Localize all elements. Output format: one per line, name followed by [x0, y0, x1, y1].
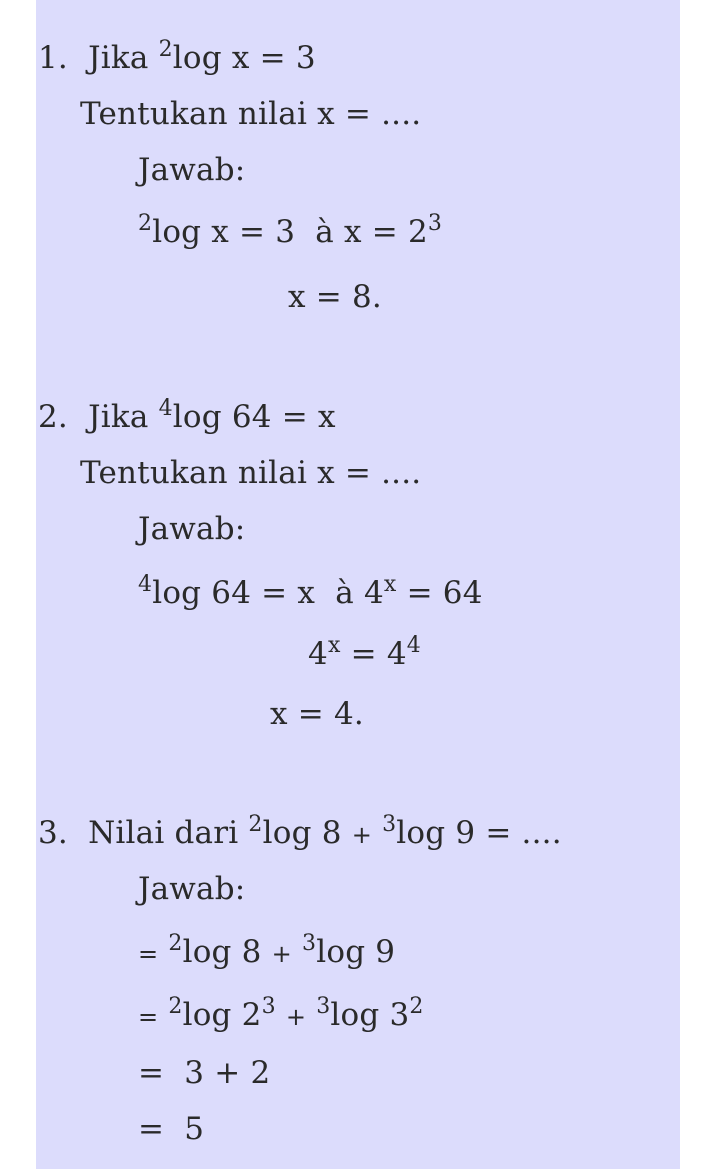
problem-2-answer-label: Jawab: [138, 511, 246, 547]
problem-3-line-2-exp-1: 3 [261, 994, 276, 1019]
problem-1-step-1-left: log x = 3 [152, 214, 296, 250]
problem-3-line-2-eq: = [138, 1003, 159, 1031]
problem-2-step-1-base: 4 [138, 572, 153, 597]
problem-2-step-1-left: log 64 = x [152, 575, 316, 611]
problem-3-number: 3. [38, 815, 68, 851]
problem-1-log-base: 2 [158, 37, 173, 62]
problem-1-step-1-right: x = 2 [344, 214, 428, 250]
problem-1-question [38, 38, 316, 78]
problem-2-step-2 [308, 634, 421, 674]
problem-1-step-1 [138, 212, 442, 252]
problem-3-base-2: 3 [382, 812, 397, 837]
problem-3-line-2-exp-2: 2 [409, 994, 424, 1019]
problem-2-step-1-right-rest: = 64 [406, 575, 483, 611]
problem-3-line-2 [138, 995, 424, 1037]
problem-2-number: 2. [38, 399, 68, 435]
problem-3-line-2-plus: + [285, 1003, 307, 1031]
problem-3-line-2-base-2: 3 [316, 994, 331, 1019]
problem-2-log-base: 4 [158, 396, 173, 421]
problem-2-step-1-right-base: 4 [363, 575, 384, 611]
problem-3-answer-label: Jawab: [138, 871, 246, 907]
problem-1-result: x = 8. [288, 279, 382, 315]
problem-2-result: x = 4. [270, 696, 364, 732]
problem-1-step-1-arrow: à [315, 214, 334, 250]
problem-3-part-2: log 9 = .... [396, 815, 562, 851]
problem-2-prefix: Jika [88, 399, 149, 435]
problem-3-question [38, 813, 562, 855]
problem-3-prefix: Nilai dari [88, 815, 239, 851]
problem-3-part-1: log 8 [262, 815, 342, 851]
problem-1-prefix: Jika [88, 40, 149, 76]
problem-3-line-1-plus: + [271, 940, 292, 968]
problem-1-step-1-exp: 3 [427, 211, 443, 236]
problem-2-step-2-mid: = 4 [350, 636, 407, 672]
problem-3-line-4: = 5 [138, 1111, 205, 1147]
problem-2-step-2-exp: x [327, 633, 341, 658]
problem-2-step-1 [138, 573, 483, 613]
problem-2-question [38, 397, 336, 437]
problem-3-line-1-eq: = [138, 940, 159, 968]
problem-2-log-expr: log 64 = x [172, 399, 336, 435]
problem-3-line-1-part-1: log 8 [182, 934, 262, 970]
problem-3-line-1-base-1: 2 [168, 931, 183, 956]
problem-1-ask: Tentukan nilai x = .... [80, 96, 422, 132]
problem-3-line-2-part-1: log 2 [182, 997, 262, 1033]
problem-2-step-1-arrow: à [335, 575, 354, 611]
problem-3-line-1-base-2: 3 [302, 931, 317, 956]
problem-3-line-1 [138, 932, 395, 974]
problem-1-step-1-base: 2 [138, 211, 153, 236]
problem-3-line-2-part-2: log 3 [330, 997, 410, 1033]
problem-1-number: 1. [38, 40, 68, 76]
problem-3-line-3: = 3 + 2 [138, 1055, 271, 1091]
problem-3-line-2-base-1: 2 [168, 994, 183, 1019]
problem-3-base-1: 2 [248, 812, 263, 837]
problem-2-step-2-exp2: 4 [406, 633, 421, 658]
problem-1-answer-label: Jawab: [138, 152, 246, 188]
problem-2-step-1-right-exp: x [383, 572, 397, 597]
problem-2-ask: Tentukan nilai x = .... [80, 455, 422, 491]
problem-3-plus: + [351, 821, 372, 849]
problem-2-step-2-base: 4 [308, 636, 328, 672]
problem-3-line-1-part-2: log 9 [316, 934, 396, 970]
problem-1-log-expr: log x = 3 [172, 40, 316, 76]
